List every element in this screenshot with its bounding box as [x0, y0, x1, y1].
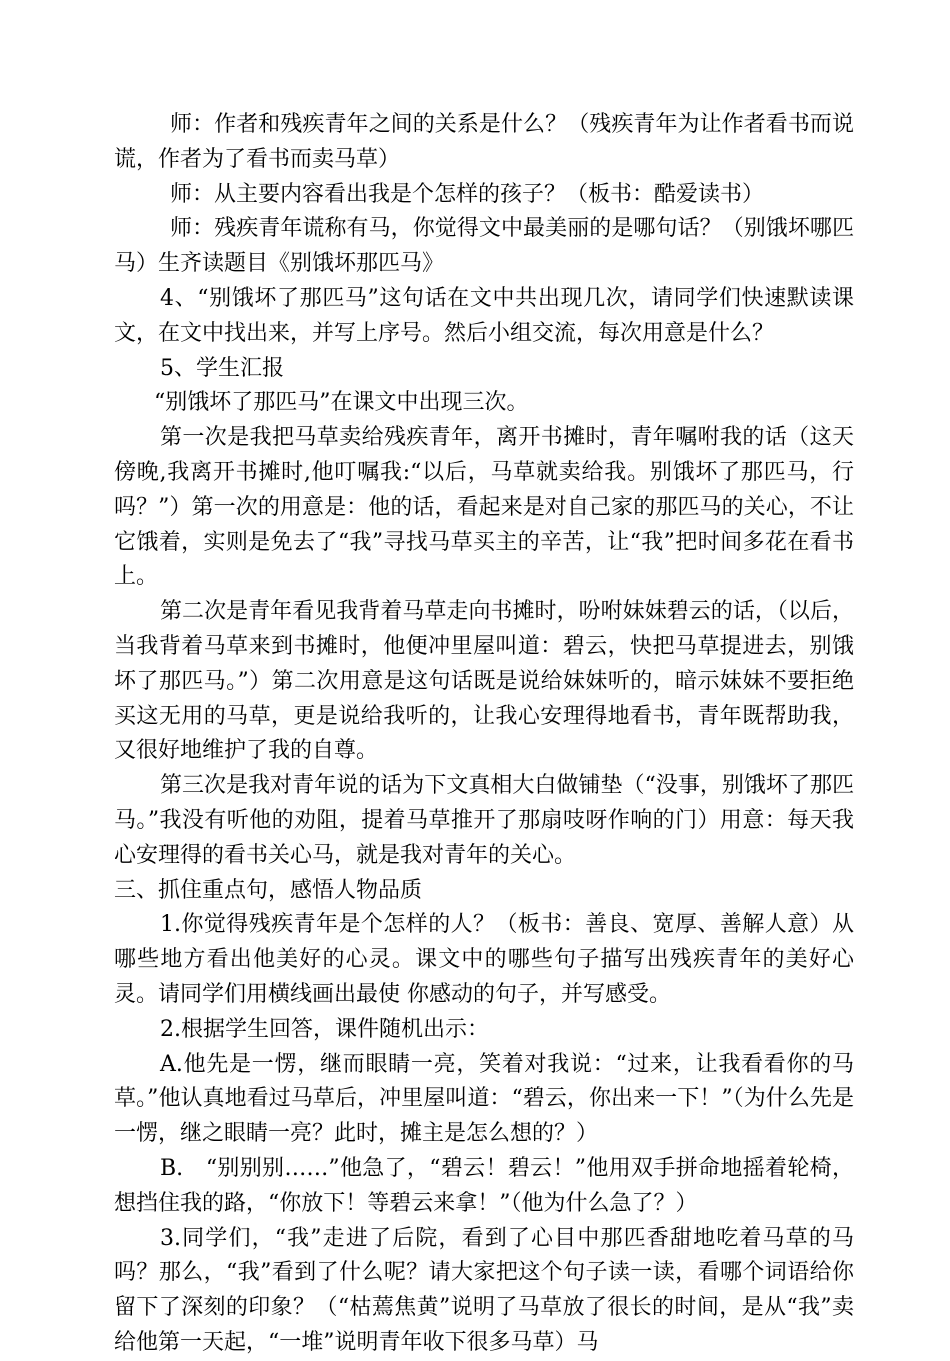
paragraph-14: B. “别别别……”他急了，“碧云！碧云！”他用双手拼命地摇着轮椅，想挡住我的路，“你放下！等碧云来拿！”（他为什么急了？） — [114, 1155, 854, 1216]
paragraph-7: 第一次是我把马草卖给残疾青年，离开书摊时，青年嘱咐我的话（这天傍晚,我离开书摊时,他叮嘱我:“以后，马草就卖给我。别饿坏了那匹马，行吗？”）第一次的用意是：他的话，看起来是对自己家的那匹马的关心，不让它饿着，实则是免去了“我”寻找马草买主的辛苦，让“我”把时间多花在看书上。 — [114, 425, 854, 590]
paragraph-3: 师：残疾青年谎称有马，你觉得文中最美丽的是哪句话？（别饿坏哪匹马）生齐读题目《别饿坏那匹马》 — [114, 216, 854, 277]
paragraph-5: 5、学生汇报 — [160, 355, 284, 381]
paragraph-1: 师：作者和残疾青年之间的关系是什么？（残疾青年为让作者看书而说谎，作者为了看书而卖马草） — [114, 112, 854, 172]
paragraph-6: “别饿坏了那匹马”在课文中出现三次。 — [154, 390, 529, 416]
paragraph-9: 第三次是我对青年说的话为下文真相大白做铺垫（“没事，别饿坏了那匹马。”我没有听他的劝阻，提着马草推开了那扇吱呀作响的门）用意：每天我心安理得的看书关心马，就是我对青年的关心。 — [114, 773, 854, 868]
paragraph-11: 1.你觉得残疾青年是个怎样的人？（板书：善良、宽厚、善解人意）从哪些地方看出他美好的心灵。课文中的哪些句子描写出残疾青年的美好心灵。请同学们用横线画出最使 你感动的句子，并写感受。 — [114, 912, 854, 1007]
paragraph-13: A.他先是一愣，继而眼睛一亮，笑着对我说：“过来，让我看看你的马草。”他认真地看过马草后，冲里屋叫道：“碧云，你出来一下！”（为什么先是一愣，继之眼睛一亮？此时，摊主是怎么想的？） — [114, 1051, 854, 1147]
paragraph-4: 4、“别饿坏了那匹马”这句话在文中共出现几次，请同学们快速默读课文，在文中找出来，并写上序号。然后小组交流，每次用意是什么？ — [114, 285, 854, 346]
paragraph-15: 3.同学们，“我”走进了后院，看到了心目中那匹香甜地吃着马草的马吗？那么，“我”看到了什么呢？请大家把这个句子读一读，看哪个词语给你留下了深刻的印象？（“枯蔫焦黄”说明了马草放了很长的时间，是从“我”卖给他第一天起，“一堆”说明青年收下很多马草）马 — [114, 1225, 854, 1355]
paragraph-12: 2.根据学生回答，课件随机出示： — [160, 1016, 489, 1042]
paragraph-2: 师：从主要内容看出我是个怎样的孩子？（板书：酷爱读书） — [170, 181, 765, 207]
section-heading: 三、抓住重点句，感悟人物品质 — [114, 877, 423, 903]
paragraph-8: 第二次是青年看见我背着马草走向书摊时，吩咐妹妹碧云的话，（以后，当我背着马草来到书摊时，他便冲里屋叫道：碧云，快把马草提进去，别饿坏了那匹马。”）第二次用意是这句话既是说给妹妹听的，暗示妹妹不要拒绝买这无用的马草，更是说给我听的，让我心安理得地看书，青年既帮助我，又很好地维护了我的自尊。 — [114, 599, 854, 764]
document-body — [114, 108, 854, 1361]
